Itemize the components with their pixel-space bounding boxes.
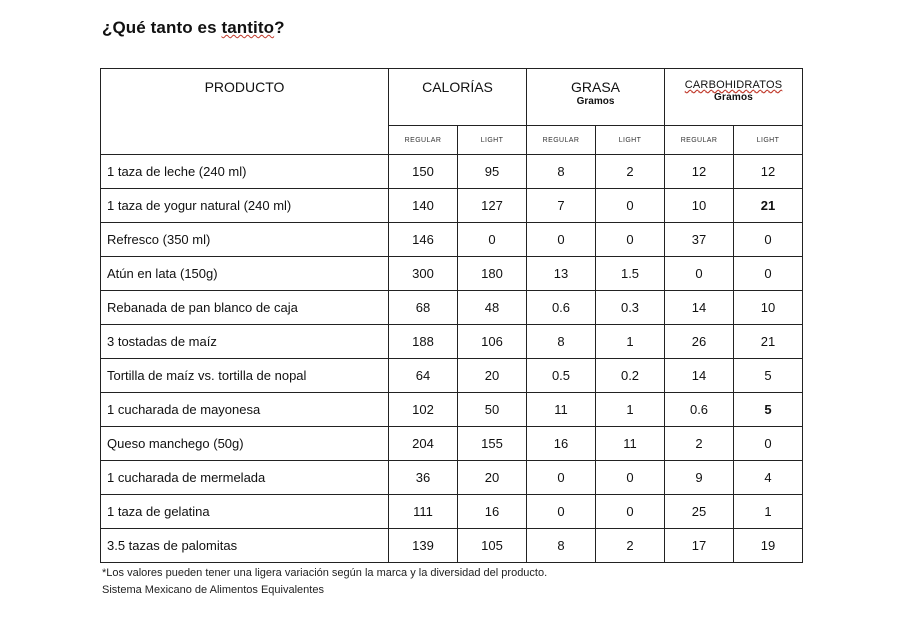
carbs-regular: 14 <box>665 291 734 325</box>
carbs-regular: 17 <box>665 529 734 563</box>
calories-light: 16 <box>458 495 527 529</box>
carbs-regular: 2 <box>665 427 734 461</box>
calories-light: 48 <box>458 291 527 325</box>
fat-regular: 7 <box>527 189 596 223</box>
product-name: Queso manchego (50g) <box>101 427 389 461</box>
footnote-variation: *Los valores pueden tener una ligera variación según la marca y la diversidad del producto. <box>102 567 548 579</box>
table-row <box>101 189 803 223</box>
product-name: Refresco (350 ml) <box>101 223 389 257</box>
carbs-light: 12 <box>734 155 803 189</box>
fat-light: 1.5 <box>596 257 665 291</box>
fat-regular: 0 <box>527 461 596 495</box>
fat-light: 0 <box>596 223 665 257</box>
nutrition-comparison-table <box>100 68 803 563</box>
carbs-regular: 25 <box>665 495 734 529</box>
calories-regular: 188 <box>389 325 458 359</box>
table-row <box>101 393 803 427</box>
calories-regular: 102 <box>389 393 458 427</box>
fat-regular: 0 <box>527 495 596 529</box>
fat-light: 0 <box>596 461 665 495</box>
table-row <box>101 223 803 257</box>
carbs-regular: 12 <box>665 155 734 189</box>
carbs-regular: 0 <box>665 257 734 291</box>
subheader-calorias-regular: REGULAR <box>389 126 458 155</box>
fat-regular: 0.6 <box>527 291 596 325</box>
carbs-regular: 37 <box>665 223 734 257</box>
calories-light: 95 <box>458 155 527 189</box>
product-name: 1 cucharada de mayonesa <box>101 393 389 427</box>
calories-light: 127 <box>458 189 527 223</box>
title-suffix: ? <box>274 18 285 37</box>
table-row <box>101 155 803 189</box>
fat-light: 0 <box>596 495 665 529</box>
header-carbohidratos-label: CARBOHIDRATOS <box>684 79 783 91</box>
table-row <box>101 325 803 359</box>
table-row <box>101 291 803 325</box>
carbs-light: 0 <box>734 257 803 291</box>
subheader-grasa-light: LIGHT <box>596 126 665 155</box>
table-row <box>101 427 803 461</box>
table-row <box>101 529 803 563</box>
calories-light: 105 <box>458 529 527 563</box>
header-calorias-label: CALORÍAS <box>422 79 493 95</box>
calories-regular: 204 <box>389 427 458 461</box>
carbs-light: 5 <box>734 393 803 427</box>
fat-light: 2 <box>596 529 665 563</box>
product-name: Tortilla de maíz vs. tortilla de nopal <box>101 359 389 393</box>
calories-light: 0 <box>458 223 527 257</box>
product-name: 1 taza de leche (240 ml) <box>101 155 389 189</box>
title-underlined-word: tantito <box>221 18 275 37</box>
table-row <box>101 359 803 393</box>
fat-light: 11 <box>596 427 665 461</box>
carbs-light: 21 <box>734 189 803 223</box>
header-grasa-label: GRASA <box>571 79 621 95</box>
calories-light: 20 <box>458 359 527 393</box>
fat-light: 1 <box>596 393 665 427</box>
calories-regular: 111 <box>389 495 458 529</box>
carbs-light: 5 <box>734 359 803 393</box>
fat-regular: 8 <box>527 325 596 359</box>
carbs-light: 19 <box>734 529 803 563</box>
fat-light: 0.2 <box>596 359 665 393</box>
calories-regular: 146 <box>389 223 458 257</box>
product-name: Rebanada de pan blanco de caja <box>101 291 389 325</box>
carbs-regular: 14 <box>665 359 734 393</box>
fat-light: 1 <box>596 325 665 359</box>
fat-regular: 0 <box>527 223 596 257</box>
carbs-light: 0 <box>734 427 803 461</box>
product-name: 3 tostadas de maíz <box>101 325 389 359</box>
product-name: Atún en lata (150g) <box>101 257 389 291</box>
carbs-light: 10 <box>734 291 803 325</box>
carbs-light: 4 <box>734 461 803 495</box>
footnote-source: Sistema Mexicano de Alimentos Equivalentes <box>102 584 324 596</box>
carbs-light: 21 <box>734 325 803 359</box>
calories-regular: 139 <box>389 529 458 563</box>
carbs-regular: 26 <box>665 325 734 359</box>
table-row <box>101 461 803 495</box>
subheader-carbohidratos-light: LIGHT <box>734 126 803 155</box>
fat-regular: 0.5 <box>527 359 596 393</box>
table-row <box>101 257 803 291</box>
table-header-row <box>101 69 803 126</box>
fat-regular: 8 <box>527 155 596 189</box>
product-name: 1 taza de gelatina <box>101 495 389 529</box>
fat-light: 2 <box>596 155 665 189</box>
carbs-light: 1 <box>734 495 803 529</box>
fat-regular: 13 <box>527 257 596 291</box>
fat-regular: 8 <box>527 529 596 563</box>
header-grasa-unit: Gramos <box>576 96 615 107</box>
fat-regular: 16 <box>527 427 596 461</box>
product-name: 1 cucharada de mermelada <box>101 461 389 495</box>
header-producto: PRODUCTO <box>101 69 389 155</box>
header-carbohidratos <box>665 69 803 126</box>
calories-light: 106 <box>458 325 527 359</box>
title-prefix: ¿Qué tanto es <box>102 18 222 37</box>
calories-regular: 300 <box>389 257 458 291</box>
fat-light: 0.3 <box>596 291 665 325</box>
fat-light: 0 <box>596 189 665 223</box>
calories-regular: 140 <box>389 189 458 223</box>
subheader-calorias-light: LIGHT <box>458 126 527 155</box>
calories-regular: 150 <box>389 155 458 189</box>
calories-light: 20 <box>458 461 527 495</box>
calories-light: 180 <box>458 257 527 291</box>
calories-light: 50 <box>458 393 527 427</box>
subheader-carbohidratos-regular: REGULAR <box>665 126 734 155</box>
header-carbohidratos-unit: Gramos <box>714 92 754 103</box>
subheader-grasa-regular: REGULAR <box>527 126 596 155</box>
calories-regular: 68 <box>389 291 458 325</box>
calories-regular: 36 <box>389 461 458 495</box>
carbs-regular: 0.6 <box>665 393 734 427</box>
carbs-regular: 9 <box>665 461 734 495</box>
calories-regular: 64 <box>389 359 458 393</box>
table-row <box>101 495 803 529</box>
header-calorias <box>389 69 527 126</box>
calories-light: 155 <box>458 427 527 461</box>
product-name: 1 taza de yogur natural (240 ml) <box>101 189 389 223</box>
carbs-light: 0 <box>734 223 803 257</box>
header-grasa <box>527 69 665 126</box>
page-title <box>102 18 285 38</box>
product-name: 3.5 tazas de palomitas <box>101 529 389 563</box>
carbs-regular: 10 <box>665 189 734 223</box>
fat-regular: 11 <box>527 393 596 427</box>
